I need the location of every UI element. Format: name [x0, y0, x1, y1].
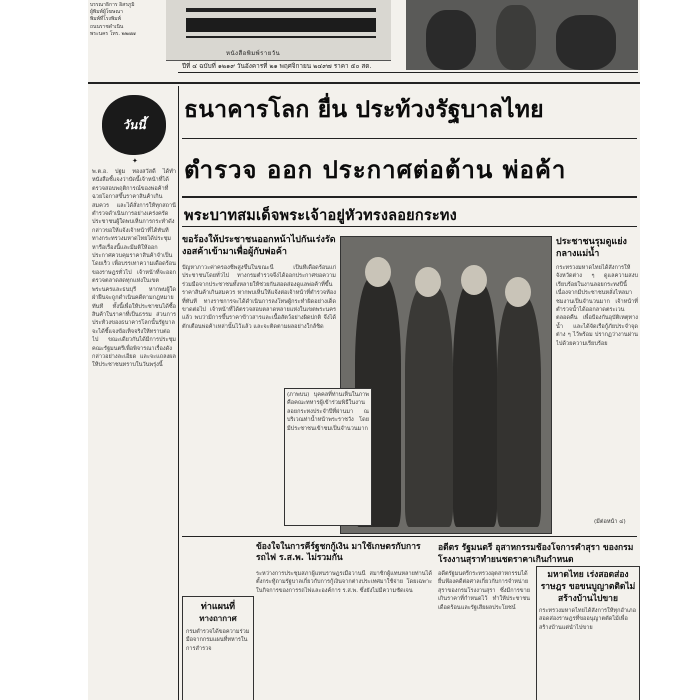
photo-shape	[556, 15, 616, 70]
photo-head	[505, 277, 531, 307]
photo-head	[461, 265, 487, 295]
headline-royal: พระบาทสมเด็จพระเจ้าอยู่หัวทรงลอยกระทง	[184, 207, 457, 224]
headline-police: ตำรวจ ออก ประกาศต่อต้าน พ่อค้า	[184, 155, 567, 184]
logo-ornament	[186, 36, 376, 38]
photo-head	[415, 267, 441, 297]
sidebar-column-text: พ.ต.อ. ปฐม ทองสวัสดิ์ ได้ทำหนังสือชี้แจงว่าบัดนี้เจ้าหน้าที่ได้ตรวจสอบพฤติการณ์ของพ่อค้าที่ฉวยโอกาสขึ้นราคาสินค้าเกินสมควร และได้สั่งการให้ทุกสถานีตำรวจดำเนินการอย่างเคร่งครัด ประชาชนผู้ใดพบเห็นการกระทำดังกล่าวขอให้แจ้งเจ้าหน้าที่ได้ทันที ทางกระทรวงมหาดไทยได้ประชุมหารือเรื่องนี้และมีมติให้ออกประกาศควบคุมราคาสินค้าจำเป็นโดยเร็ว เพื่อบรรเทาความเดือดร้อนของราษฎรทั่วไป เจ้าหน้าที่จะออกตรวจตลาดสดทุกแห่งในเขตพระนครและธนบุรี หากพบผู้ใดฝ่าฝืนจะถูกดำเนินคดีตามกฎหมายทันที ทั้งนี้เพื่อให้ประชาชนได้ซื้อสินค้าในราคาที่เป็นธรรม ส่วนการประท้วงของธนาคารโลกนั้นรัฐบาลจะได้ชี้แจงข้อเท็จจริงให้ทราบต่อไป ขณะเดียวกันได้มีการประชุมคณะรัฐมนตรีเพื่อพิจารณาเรื่องดังกล่าวอย่างละเอียด และจะแถลงผลให้ประชาชนทราบในวันพรุ่งนี้	[92, 169, 176, 369]
column-box-text: กรมตำรวจได้ขอความร่วมมือจากกรมแผนที่ทหารในการสำรวจ	[186, 629, 250, 652]
photo-shape	[496, 5, 536, 70]
masthead-photo	[406, 0, 638, 70]
bottom-right-box	[536, 566, 640, 700]
sidebar-title: วันนี้	[122, 117, 146, 132]
right-story-subhead: ประชาชนรุมดูแย่งกลางแม่น้ำ	[556, 237, 627, 259]
masthead-info	[90, 2, 162, 60]
divider	[182, 138, 637, 139]
bottom-right-notice: มหาดไทย เร่งสอดส่องราษฎร ขอขนบูญาตติดไม่สร้างบ้านไปขาย	[540, 570, 636, 604]
divider	[182, 226, 637, 227]
photo-shape	[426, 10, 476, 70]
photo-figure	[497, 297, 541, 527]
newspaper-logo	[166, 0, 391, 61]
masthead-info-line: ผู้พิมพ์ผู้โฆษณา	[90, 9, 123, 16]
masthead-info-line: ถนนราชดำเนิน	[90, 23, 124, 30]
bottom-left-text: ระหว่างการประชุมสภาผู้แทนราษฎรเมื่อวานนี้ สมาชิกผู้แทนหลายท่านได้ตั้งกระทู้ถามรัฐบาลเกี่ยวกับการกู้เงินจากต่างประเทศมาใช้จ่าย โดยเฉพาะในกิจการของการรถไฟและองค์การ ร.ส.พ. ซึ่งยังไม่มีความชัดเจน	[256, 571, 432, 594]
newspaper-page	[88, 0, 640, 700]
continued-note: (มีต่อหน้า ๔)	[594, 519, 626, 525]
logo-subtitle: หนังสือพิมพ์รายวัน	[226, 50, 281, 57]
column-rule	[178, 86, 179, 700]
divider	[182, 196, 637, 198]
column-box-title: ท่าแผนที่	[200, 602, 236, 612]
photo-figure	[453, 283, 497, 527]
masthead-info-line: พระนคร โทร. ๒๒๗๗	[90, 30, 136, 37]
bottom-mid-subhead: อดีตร รัฐมนตรี อุสาหกรรมช้องโจการคำสุรา ของกรมโรงงานสุราทำยนชดราคาเกินกำหนด	[438, 543, 634, 565]
logo-ornament	[186, 8, 376, 12]
bottom-right-text: กระทรวงมหาดไทยได้สั่งการให้ทุกอำเภอสอดส่องราษฎรที่ขออนุญาตตัดไม้เพื่อสร้างบ้านแต่นำไปขาย	[539, 608, 636, 631]
column-box	[182, 596, 254, 700]
issue-line: ปีที่ ๔ ฉบับที่ ๑๒๑๙ วันอังคารที่ ๒๑ พฤศจิกายน ๒๔๙๗ ราคา ๕๐ สต.	[182, 62, 372, 70]
photo-caption: (ภาพบน) บุคคลที่ท่านเห็นในภาพคือคณะทหารผู้เข้าร่วมพิธีในงานลอยกระทงประจำปีที่ผ่านมา ณ บริเวณท่าน้ำหน้าพระราชวัง โดยมีประชาชนเข้าชมเป็นจำนวนมาก	[284, 388, 372, 526]
column-box-subtitle: ทางถากาศ	[199, 614, 237, 623]
bottom-mid-text: อดีตรัฐมนตรีกระทรวงอุตสาหกรรมได้ยื่นฟ้องคดีต่อศาลเกี่ยวกับการจำหน่ายสุราของกรมโรงงานสุรา ซึ่งมีการขายเกินราคาที่กำหนดไว้ ทำให้ประชาชนเดือดร้อนและรัฐเสียผลประโยชน์	[438, 571, 530, 611]
masthead-info-line: บรรณาธิการ อิสรภูมิ	[90, 2, 135, 8]
logo-ornament	[186, 18, 376, 32]
lead-story-subhead: ขอร้องให้ประชาชนออกหน้าไปกันเร่งรัดงอสค้าเข้ามาเพื่อผู้กับพ่อค้า	[182, 235, 336, 257]
headline-world-bank: ธนาคารโลก ยื่น ประท้วงรัฐบาลไทย	[184, 96, 544, 123]
photo-figure	[405, 287, 453, 527]
right-story-text: กระทรวงมหาดไทยได้สั่งการให้จังหวัดต่าง ๆ ดูแลความสงบเรียบร้อยในงานลอยกระทงปีนี้ เนื่องจากมีประชาชนหลั่งไหลมาชมงานเป็นจำนวนมาก เจ้าหน้าที่ตำรวจน้ำได้ออกลาดตระเวนตลอดคืน เพื่อป้องกันอุบัติเหตุทางน้ำ และได้จัดเรือกู้ภัยประจำจุดต่าง ๆ ไว้พร้อม ปรากฏว่างานผ่านไปด้วยความเรียบร้อย	[556, 265, 638, 347]
sidebar-title-badge	[102, 95, 166, 155]
divider	[88, 82, 640, 84]
photo-head	[365, 257, 391, 287]
masthead-info-line: พิมพ์ที่โรงพิมพ์	[90, 16, 121, 23]
lead-story-text: ปัญหาภาวะค่าครองชีพสูงขึ้นในขณะนี้ เป็นที่เดือดร้อนแก่ประชาชนโดยทั่วไป ทางกรมตำรวจจึงได้ออกประกาศขอความร่วมมือจากประชาชนทั้งหลายให้ช่วยกันสอดส่องดูแลพ่อค้าที่ขึ้นราคาสินค้าเกินสมควร หากพบเห็นให้แจ้งต่อเจ้าหน้าที่ตำรวจท้องที่ทันที ทางราชการจะได้ดำเนินการลงโทษผู้กระทำผิดอย่างเด็ดขาดต่อไป เจ้าหน้าที่ได้ตรวจสอบตลาดหลายแห่งในเขตพระนครแล้ว พบว่ามีการขึ้นราคาข้าวสารและเนื้อสัตว์อย่างผิดปกติ จึงได้ตักเตือนพ่อค้าเหล่านั้นไว้แล้ว และจะติดตามผลอย่างใกล้ชิด	[182, 265, 336, 330]
divider	[182, 536, 637, 537]
divider	[178, 72, 638, 73]
bottom-left-subhead: ข้องใจในการคีร์ฐชกกู้เงิน มาใช้เกษตรกับการรถไฟ ร.ส.พ. ไม่รวมกัน	[256, 542, 421, 563]
star-icon: ✦	[132, 157, 138, 165]
